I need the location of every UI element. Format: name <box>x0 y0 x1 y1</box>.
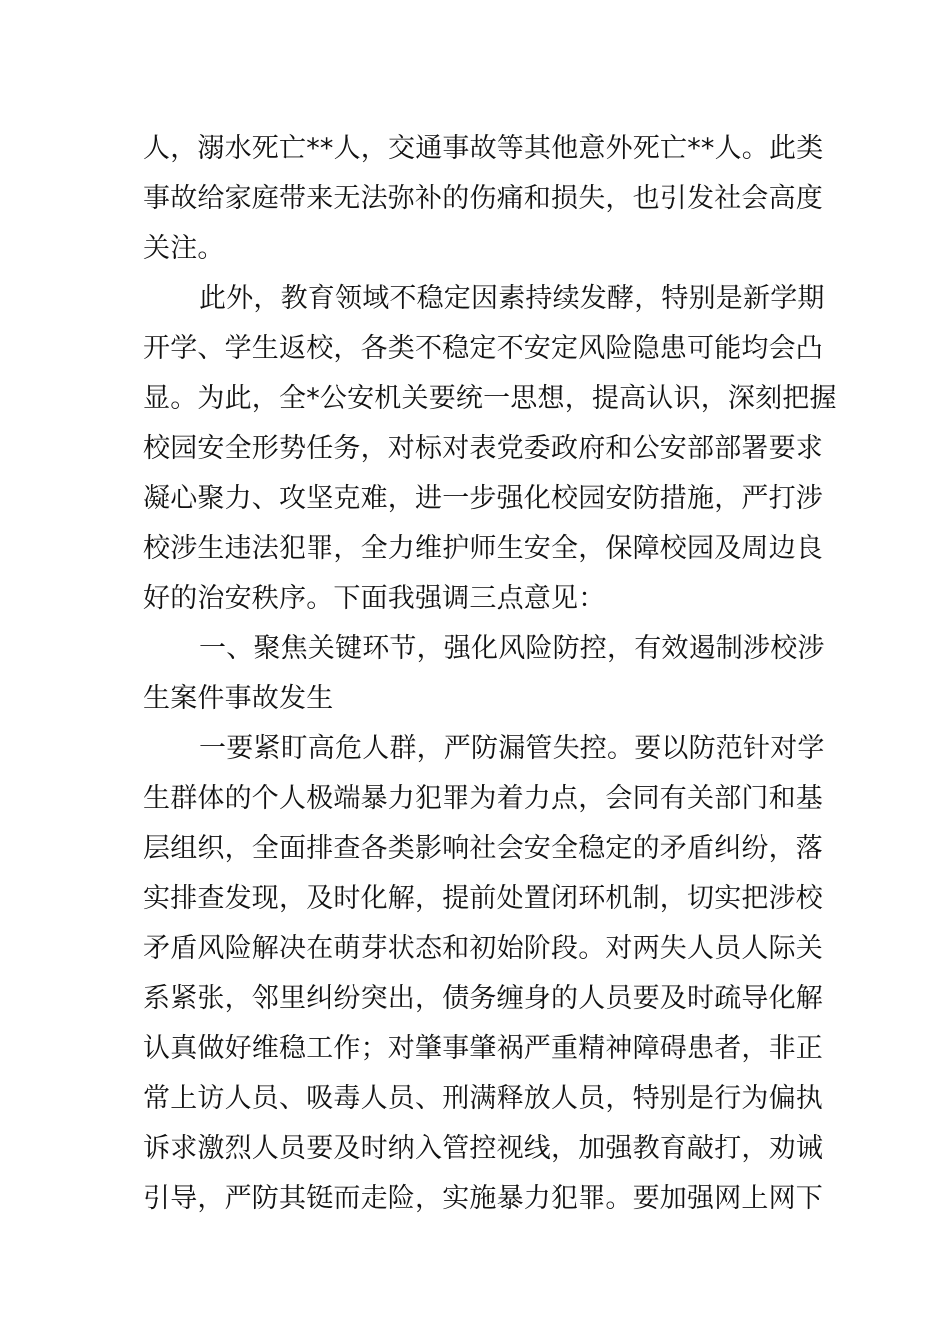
text-line: 诉求激烈人员要及时纳入管控视线，加强教育敲打，劝诫 <box>143 1133 823 1164</box>
text-line: 校园安全形势任务，对标对表党委政府和公安部部署要求 <box>143 433 823 464</box>
text-line: 认真做好维稳工作；对肇事肇祸严重精神障碍患者，非正 <box>143 1033 823 1064</box>
text-line: 常上访人员、吸毒人员、刑满释放人员，特别是行为偏执 <box>143 1083 823 1114</box>
text-line: 关注。 <box>143 233 225 264</box>
text-line: 凝心聚力、攻坚克难，进一步强化校园安防措施，严打涉 <box>143 483 823 514</box>
text-line: 矛盾风险解决在萌芽状态和初始阶段。对两失人员人际关 <box>143 933 823 964</box>
text-line: 开学、学生返校，各类不稳定不安定风险隐患可能均会凸 <box>143 333 823 364</box>
paragraph-first-line: 此外，教育领域不稳定因素持续发酵，特别是新学期 <box>199 283 825 314</box>
section-heading-line: 生案件事故发生 <box>143 683 334 714</box>
text-line: 系紧张，邻里纠纷突出，债务缠身的人员要及时疏导化解 <box>143 983 823 1014</box>
text-line: 事故给家庭带来无法弥补的伤痛和损失，也引发社会高度 <box>143 183 823 214</box>
text-line: 校涉生违法犯罪，全力维护师生安全，保障校园及周边良 <box>143 533 823 564</box>
text-line: 层组织，全面排查各类影响社会安全稳定的矛盾纠纷，落 <box>143 833 823 864</box>
text-line: 显。为此，全*公安机关要统一思想，提高认识，深刻把握 <box>143 383 837 414</box>
text-line: 生群体的个人极端暴力犯罪为着力点，会同有关部门和基 <box>143 783 823 814</box>
paragraph-first-line: 一要紧盯高危人群，严防漏管失控。要以防范针对学 <box>199 733 825 764</box>
section-heading-line: 一、聚焦关键环节，强化风险防控，有效遏制涉校涉 <box>199 633 825 664</box>
text-line: 人，溺水死亡**人，交通事故等其他意外死亡**人。此类 <box>143 133 824 164</box>
text-line: 引导，严防其铤而走险，实施暴力犯罪。要加强网上网下 <box>143 1183 823 1214</box>
document-body <box>143 124 837 1224</box>
text-line: 实排查发现，及时化解，提前处置闭环机制，切实把涉校 <box>143 883 823 914</box>
text-line: 好的治安秩序。下面我强调三点意见： <box>143 583 606 614</box>
